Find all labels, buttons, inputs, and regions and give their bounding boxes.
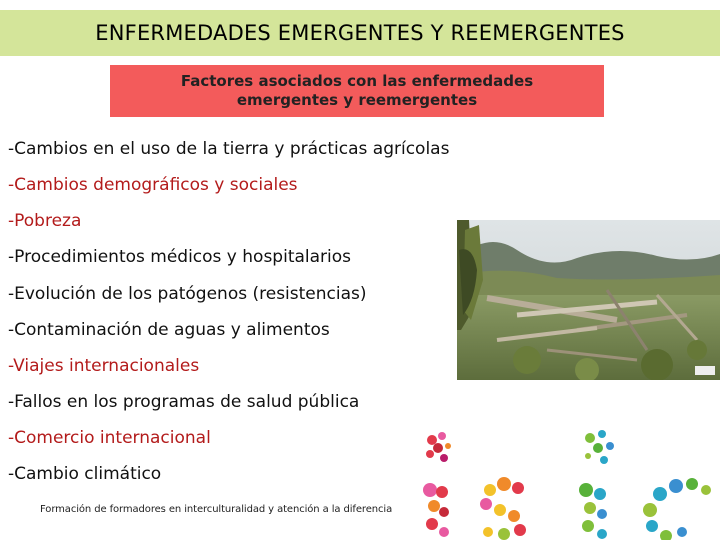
factor-item: -Contaminación de aguas y alimentos (8, 320, 330, 340)
factor-item: -Viajes internacionales (8, 356, 200, 376)
factor-item: -Pobreza (8, 211, 82, 231)
subtitle-line-2: emergentes y reemergentes (236, 91, 478, 109)
title-bar (0, 10, 720, 56)
subtitle-box (110, 65, 604, 117)
factor-item: -Evolución de los patógenos (resistencias) (8, 284, 367, 304)
deforestation-photo (457, 220, 720, 380)
factor-item: -Procedimientos médicos y hospitalarios (8, 247, 352, 267)
factor-item: -Cambios en el uso de la tierra y prácticas agrícolas (8, 139, 450, 159)
isis-logo (420, 420, 720, 540)
subtitle-line-1: Factores asociados con las enfermedades (180, 72, 534, 90)
factor-item: -Fallos en los programas de salud pública (8, 392, 360, 412)
page-title: ENFERMEDADES EMERGENTES Y REEMERGENTES (95, 21, 625, 45)
footer-text: Formación de formadores en interculturalidad y atención a la diferencia (40, 504, 393, 515)
factor-item: -Comercio internacional (8, 428, 211, 448)
factor-item: -Cambio climático (8, 464, 162, 484)
photo-credit-mark (695, 366, 715, 375)
factor-item: -Cambios demográficos y sociales (8, 175, 298, 195)
